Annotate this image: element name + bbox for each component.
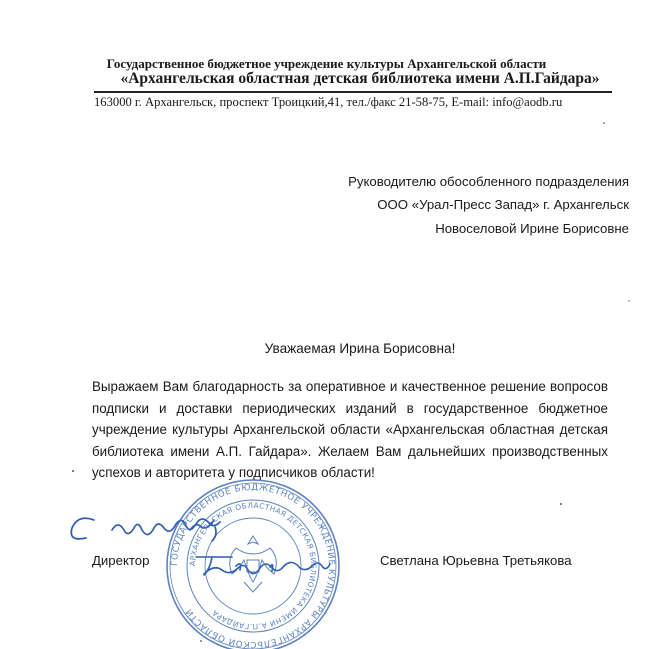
- scan-speck: [603, 122, 605, 124]
- stamp-outer-text: ГОСУДАРСТВЕННОЕ БЮДЖЕТНОЕ УЧРЕЖДЕНИЕ КУЛЬТУРЫ АРХАНГЕЛЬСКОЙ ОБЛАСТИ: [169, 482, 337, 649]
- stamp-inner-text: АРХАНГЕЛЬСКАЯ ОБЛАСТНАЯ ДЕТСКАЯ БИБЛИОТЕКА ИМЕНИ А.П.ГАЙДАРА: [187, 500, 319, 632]
- recipient-position: Руководителю обособленного подразделения: [348, 174, 629, 189]
- scan-speck: [628, 300, 630, 302]
- greeting: Уважаемая Ирина Борисовна!: [264, 341, 456, 356]
- scan-speck: [72, 470, 74, 472]
- contact-address: 163000 г. Архангельск, проспект Троицкий,41, тел./факс 21-58-75, E-mail: info@aodb.ru: [94, 95, 563, 109]
- scan-speck: [560, 503, 562, 505]
- signatory-position: Директор: [92, 553, 150, 568]
- signatory-name: Светлана Юрьевна Третьякова: [380, 553, 572, 568]
- letter-body: Выражаем Вам благодарность за оперативное и качественное решение вопросов подписки и доставки периодических изданий в государственное бюджетное учреждение культуры Архангельской области «Архангельская областная детская библиотека имени А.П. Гайдара». Желаем Вам дальнейших производственных успехов и авторитета у подписчиков области!: [92, 379, 608, 480]
- scan-speck: [200, 640, 202, 642]
- recipient-company: ООО «Урал-Пресс Запад» г. Архангельск: [377, 197, 629, 212]
- recipient-name: Новоселовой Ирине Борисовне: [435, 221, 629, 236]
- organization-name: Государственное бюджетное учреждение культуры Архангельской области: [106, 56, 547, 71]
- library-name: «Архангельская областная детская библиотека имени А.П.Гайдара»: [120, 70, 600, 87]
- eagle-emblem-icon: [230, 536, 277, 592]
